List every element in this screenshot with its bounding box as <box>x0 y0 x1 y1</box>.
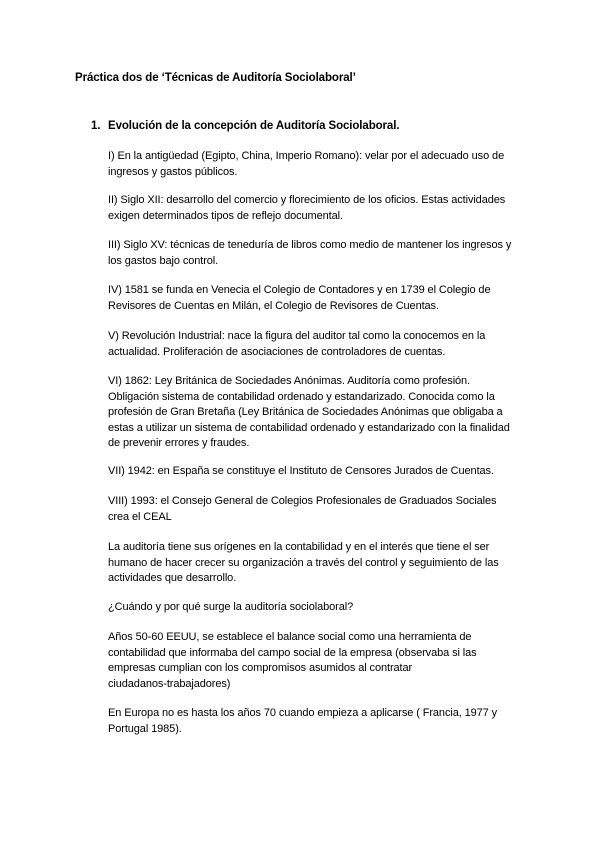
paragraph-line: estas a utilizar un sistema de contabilidad ordenado y estandarizado con la finalidad <box>108 421 510 434</box>
paragraph-line: Revisores de Cuentas en Milán, el Colegio de Revisores de Cuentas. <box>108 299 439 312</box>
paragraph-line: profesión de Gran Bretaña (Ley Británica de Sociedades Anónimas que obligaba a <box>108 406 503 418</box>
paragraph-1993 <box>108 494 528 525</box>
paragraph-line: crea el CEAL <box>108 510 172 523</box>
paragraph-line: La auditoría tiene sus orígenes en la contabilidad y en el interés que tiene el ser <box>108 541 490 553</box>
paragraph-line: empresas cumplian con los compromisos asumidos al contratar <box>108 662 413 674</box>
paragraph-1942 <box>108 464 528 480</box>
paragraph-line: exigen determinados tipos de reflejo documental. <box>108 209 343 222</box>
paragraph-line: actualidad. Proliferación de asociaciones de controladores de cuentas. <box>108 345 446 358</box>
paragraph-line: Obligación sistema de contabilidad ordenado y estandarizado. Conocida como la <box>108 390 495 403</box>
paragraph-line: IV) 1581 se funda en Venecia el Colegio de Contadores y en 1739 el Colegio de <box>108 284 491 296</box>
paragraph-line: V) Revolución Industrial: nace la figura del auditor tal como la conocemos en la <box>108 330 486 342</box>
paragraph-revolucion-industrial <box>108 329 528 360</box>
paragraph-origenes <box>108 540 528 587</box>
paragraph-1581 <box>108 283 528 314</box>
paragraph-siglo-xv <box>108 238 528 269</box>
paragraph-line: En Europa no es hasta los años 70 cuando empieza a aplicarse ( Francia, 1977 y <box>108 707 498 719</box>
paragraph-line: VI) 1862: Ley Británica de Sociedades Anónimas. Auditoría como profesión. <box>108 375 471 387</box>
paragraph-line: ingresos y gastos públicos. <box>108 165 238 178</box>
paragraph-line: II) Siglo XII: desarrollo del comercio y florecimiento de los oficios. Estas actividades <box>108 194 506 206</box>
paragraph-line: de prevenir errores y fraudes. <box>108 437 250 449</box>
paragraph-line: ciudadanos-trabajadores) <box>108 677 231 690</box>
paragraph-line: los gastos bajo control. <box>108 254 219 267</box>
section-heading <box>91 120 399 132</box>
section-number: 1. <box>91 120 101 132</box>
paragraph-line: Años 50-60 EEUU, se establece el balance social como una herramienta de <box>108 631 472 643</box>
paragraph-eeuu <box>108 630 528 692</box>
paragraph-1862 <box>108 374 528 452</box>
paragraph-europa <box>108 706 528 737</box>
paragraph-line: VIII) 1993: el Consejo General de Colegios Profesionales de Graduados Sociales <box>108 495 497 507</box>
paragraph-line: contabilidad que informaba del campo social de la empresa (observaba si las <box>108 646 477 659</box>
paragraph-line: ¿Cuándo y por qué surge la auditoría sociolaboral? <box>108 601 354 613</box>
paragraph-line: Portugal 1985). <box>108 722 182 735</box>
paragraph-line: III) Siglo XV: técnicas de teneduría de libros como medio de mantener los ingresos y <box>108 239 512 251</box>
document-title: Práctica dos de ‘Técnicas de Auditoría Sociolaboral’ <box>75 72 356 84</box>
paragraph-antiguedad <box>108 149 528 180</box>
paragraph-line: VII) 1942: en España se constituye el Instituto de Censores Jurados de Cuentas. <box>108 465 494 477</box>
paragraph-line: humano de hacer crecer su organización a través del control y seguimiento de las <box>108 556 499 569</box>
paragraph-question <box>108 600 528 616</box>
paragraph-siglo-xii <box>108 193 528 224</box>
paragraph-line: I) En la antigüedad (Egipto, China, Imperio Romano): velar por el adecuado uso de <box>108 150 505 162</box>
paragraph-line: actividades que desarrollo. <box>108 572 237 584</box>
section-heading-text: Evolución de la concepción de Auditoría Sociolaboral. <box>108 120 400 132</box>
